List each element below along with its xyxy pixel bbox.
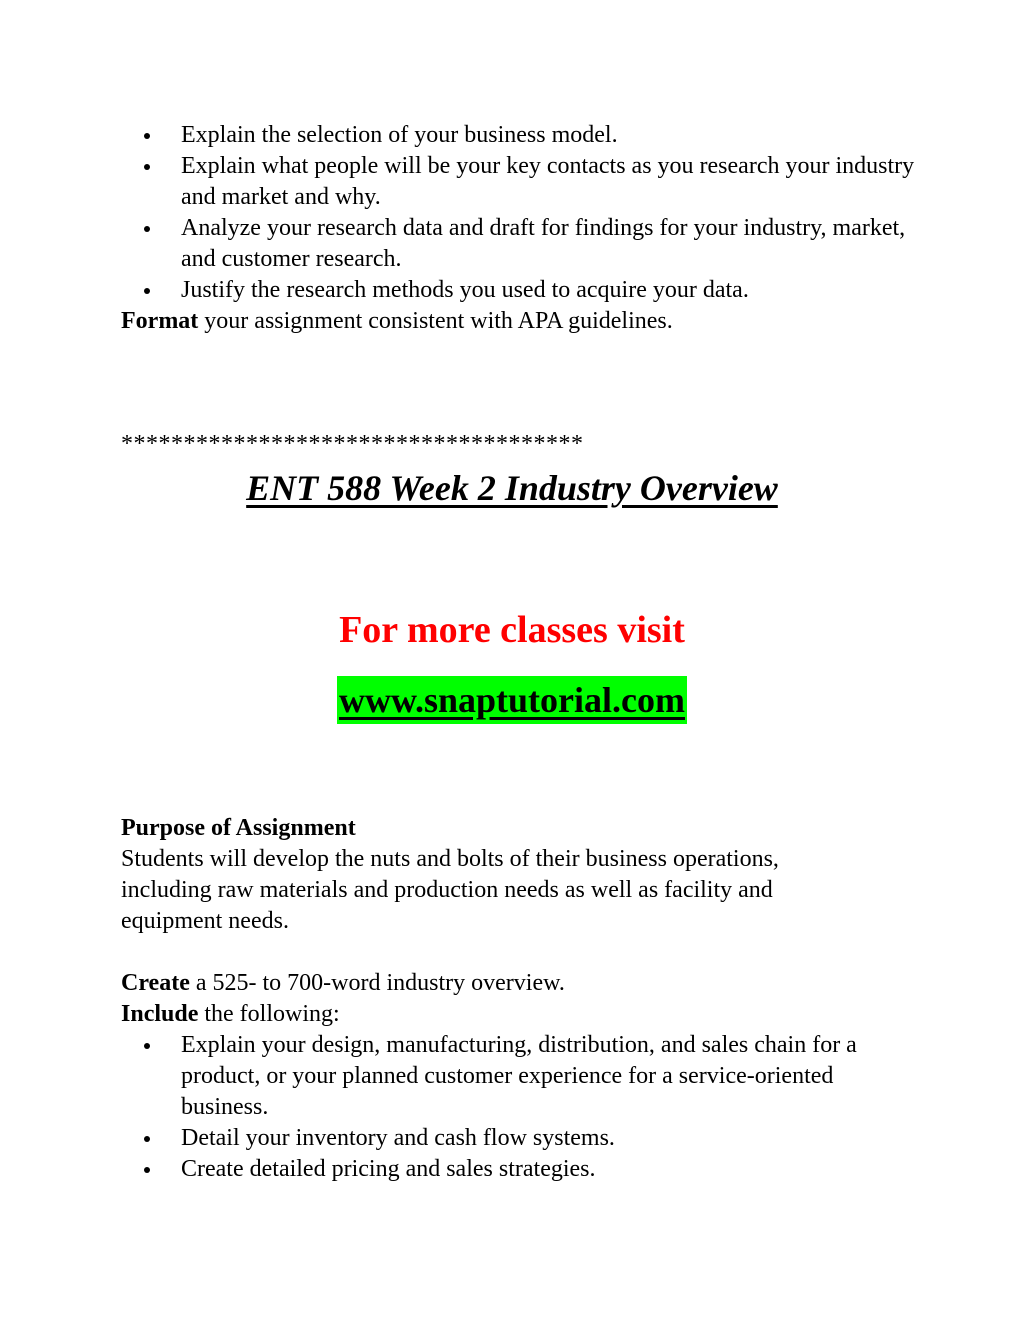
bullet-icon (144, 1136, 150, 1142)
list-item: Explain the selection of your business model. (121, 120, 921, 151)
bullet-icon (144, 1167, 150, 1173)
bullet-icon (144, 226, 150, 232)
include-line: Include the following: (121, 1001, 340, 1027)
site-link[interactable]: www.snaptutorial.com (337, 676, 687, 724)
page-title: ENT 588 Week 2 Industry Overview (246, 468, 778, 508)
spacer (121, 937, 921, 968)
bullet-icon (144, 288, 150, 294)
list-item: Justify the research methods you used to acquire your data. (121, 275, 921, 306)
create-line: Create a 525- to 700-word industry overview. (121, 970, 565, 996)
format-line: Format your assignment consistent with APA guidelines. (121, 308, 673, 334)
list-item: Detail your inventory and cash flow systems. (121, 1123, 921, 1154)
list-item: Create detailed pricing and sales strategies. (121, 1154, 921, 1185)
bullet-icon (144, 164, 150, 170)
assignment-details (121, 813, 921, 1185)
purpose-heading: Purpose of Assignment (121, 815, 356, 841)
requirements-list (121, 120, 921, 306)
list-item: Analyze your research data and draft for findings for your industry, market, and customer research. (121, 213, 921, 275)
separator: ************************************* (121, 431, 584, 457)
bullet-icon (144, 133, 150, 139)
bullet-icon (144, 1043, 150, 1049)
promo-text: For more classes visit (339, 609, 685, 651)
purpose-paragraph: Students will develop the nuts and bolts of their business operations, including raw materials and production needs as well as facility and equipment needs. (121, 846, 779, 934)
list-item: Explain what people will be your key contacts as you research your industry and market and why. (121, 151, 921, 213)
include-list (121, 1030, 921, 1185)
requirements-continued (121, 120, 921, 337)
list-item: Explain your design, manufacturing, distribution, and sales chain for a product, or your planned customer experience for a service-oriented business. (121, 1030, 921, 1123)
site-link-wrapper (0, 676, 1024, 724)
